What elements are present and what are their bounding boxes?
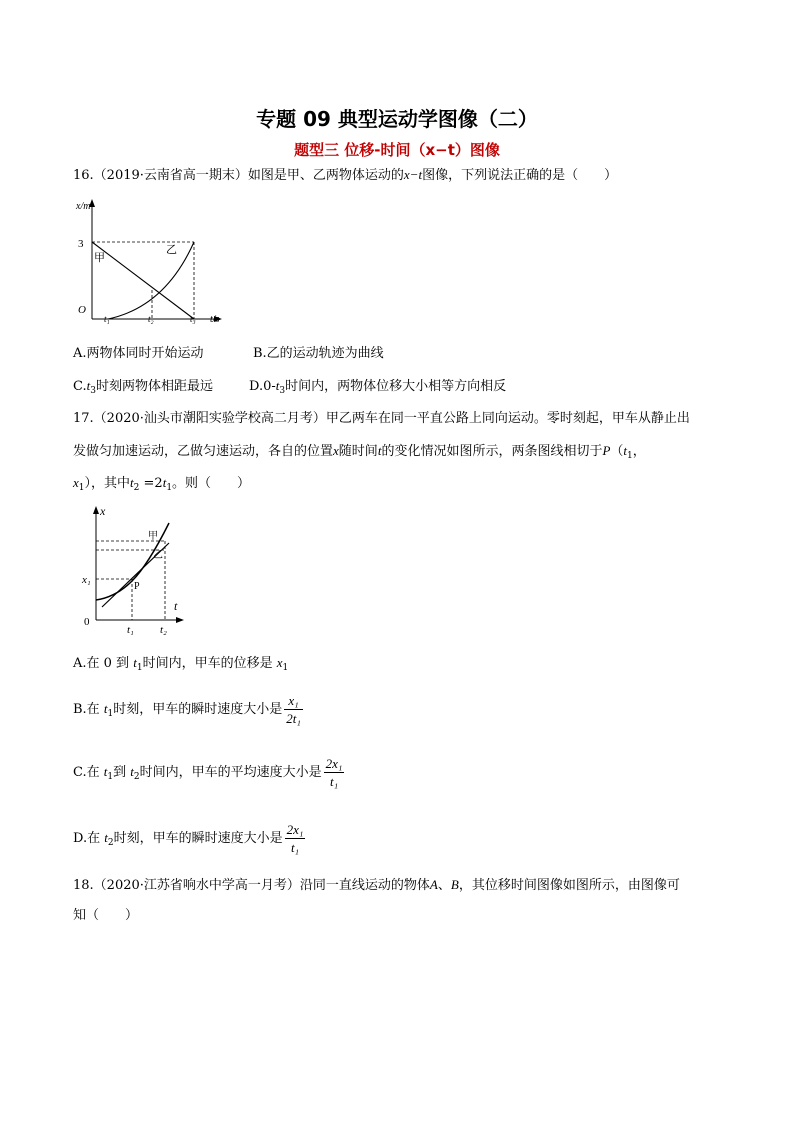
q17-option-c-numerator: 2x₁ [325,756,343,771]
q17-line3-t2-sub: 2 [133,483,140,493]
q17-line3-x1-sub: 1 [78,483,85,493]
q17-line3-t1: t [162,475,167,490]
q17-option-a-x-sub: 1 [282,663,289,673]
q18-stem-line2: 知（ ） [73,908,139,923]
q17-x-arrow-icon [176,617,184,623]
q17-option-d-denominator: t₁ [290,840,300,855]
q17-option-a-text: 时间内，甲车的位移是 [142,656,277,671]
q17-option-d-prefix: D.在 [73,831,105,846]
q17-line3-t2: t [130,475,134,490]
q17-option-c-text: 时间内，甲车的平均速度大小是 [139,765,322,780]
q17-line2-text-c: 的变化情况如图所示，两条图线相切于 [381,444,603,459]
q17-line2-t: t [377,443,382,458]
q17-stem-line1: 17.（2020·汕头市潮阳实验学校高二月考）甲乙两车在同一平直公路上同向运动。零时刻起，甲车从静止出 [73,411,690,426]
q16-option-c-text: 时刻两物体相距最远 [95,379,213,394]
q17-option-d-numerator: 2x₁ [286,822,304,837]
q17-option-c-fraction [324,755,345,790]
q16-option-d-text: 时间内，两物体位移大小相等方向相反 [285,379,507,394]
q17-option-d-t-sub: 2 [107,838,114,848]
q17-origin-label: 0 [84,616,90,628]
q16-label-jia: 甲 [94,252,105,264]
q16-stem-variable: x−t [403,167,423,182]
q18-line1-text-a: 18.（2020·江苏省响水中学高一月考）沿同一直线运动的物体 [73,878,430,893]
q16-t1-label: t₁ [104,314,110,324]
q17-option-b-t: t [103,701,108,716]
q17-option-c[interactable] [73,755,344,790]
q17-x-axis-label: t [174,599,178,613]
q17-option-b-t-sub: 1 [107,709,114,719]
q16-curve-yi [108,242,194,319]
q17-option-d-t: t [104,830,108,845]
q16-t3-label: t₃ [190,314,196,324]
q17-line3-text-c: 。则（ ） [172,476,251,491]
q18-line1-text-b: 、 [437,878,451,893]
q16-option-d-subscript: 3 [279,386,286,396]
q16-line-jia [92,242,194,319]
q17-line2-t1: t [623,443,628,458]
q16-stem-text: 16.（2019·云南省高一期末）如图是甲、乙两物体运动的 [73,168,404,183]
q17-option-b-fraction [284,692,303,727]
q17-y-arrow-icon [93,506,99,514]
q17-label-jia: 甲 [148,531,158,542]
q17-curve-jia [96,523,169,600]
q17-option-a-t-sub: 1 [136,663,143,673]
q16-option-b[interactable]: B.乙的运动轨迹为曲线 [253,346,384,361]
q16-label-yi: 乙 [166,244,177,256]
q17-option-c-t1-sub: 1 [107,772,114,782]
q17-line2-p: P [602,443,611,458]
q17-line2-text-d: （ [610,444,624,459]
q16-stem-text-end: 图像，下列说法正确的是（ ） [422,168,618,183]
q17-label-yi: 乙 [153,550,163,561]
q17-graph [76,503,196,643]
q17-option-b-denominator: 2t₁ [286,711,301,726]
q18-stem-line1 [73,876,680,895]
q17-line2-text-a: 发做匀加速运动，乙做匀速运动，各自的位置 [73,444,334,459]
q17-option-a-prefix: A.在 0 到 [73,656,134,671]
q18-line1-a-var: A [429,877,438,892]
q17-stem-line3 [73,474,250,497]
q16-origin-label: O [78,304,86,316]
section-subtitle: 题型三 位移-时间（x−t）图像 [294,141,500,159]
q16-stem [73,166,617,185]
q17-point-p-label: P [134,581,140,592]
q17-option-c-prefix: C.在 [73,765,104,780]
q17-option-b-numerator: x₁ [284,692,303,710]
q17-option-a-x: x [276,655,283,670]
q17-option-c-t2-sub: 2 [133,772,140,782]
q17-option-b-text: 时刻，甲车的瞬时速度大小是 [113,702,283,717]
q17-option-c-mid: 到 [113,765,131,780]
q16-option-c-variable: t [86,378,91,393]
q17-option-a[interactable] [73,654,288,677]
q16-y-axis-label: x/m [76,201,91,212]
q16-option-d-prefix: D.0- [249,379,276,394]
q17-option-d-fraction [285,821,306,856]
q17-line2-text-b: 随时间 [338,444,378,459]
q17-t2-label: t₂ [160,624,167,636]
q17-y-axis-label: x [100,504,106,518]
q16-option-a[interactable]: A.两物体同时开始运动 [73,346,204,361]
q17-option-d-text: 时刻，甲车的瞬时速度大小是 [113,831,283,846]
q16-t2-label: t₂ [148,314,154,324]
q17-option-c-t2: t [130,764,134,779]
q17-option-a-t: t [133,655,137,670]
q16-graph [70,197,240,327]
q17-line3-x1: x [73,475,79,490]
q16-option-c-subscript: 3 [90,386,96,396]
q17-line3-text-b: =2 [139,476,163,491]
q18-line1-b-var: B [450,877,459,892]
q17-line2-t1-sub: 1 [627,451,633,461]
q17-option-c-t1: t [103,764,108,779]
q16-option-c-prefix: C. [73,379,87,394]
q18-line1-text-c: ，其位移时间图像如图所示，由图像可 [458,878,680,893]
page-title: 专题 09 典型运动学图像（二） [256,107,538,131]
q17-option-d[interactable] [73,821,305,856]
q17-x1-label: x₁ [82,574,91,586]
q17-stem-line2 [73,442,646,465]
q17-line3-t1-sub: 1 [166,483,173,493]
q16-x-axis-label: t/s [210,314,220,325]
q17-option-c-denominator: t₁ [329,774,339,789]
q17-option-b[interactable] [73,692,303,727]
q17-t1-label: t₁ [127,624,134,636]
q17-line2-text-e: ， [632,444,646,459]
q16-option-d[interactable] [249,377,506,400]
q17-line3-text-a: ），其中 [84,476,131,491]
q16-option-c[interactable] [73,377,213,400]
q17-option-b-prefix: B.在 [73,702,104,717]
q16-option-d-variable: t [275,378,280,393]
q16-y-tick-3: 3 [78,238,84,250]
q17-line2-x: x [333,443,339,458]
